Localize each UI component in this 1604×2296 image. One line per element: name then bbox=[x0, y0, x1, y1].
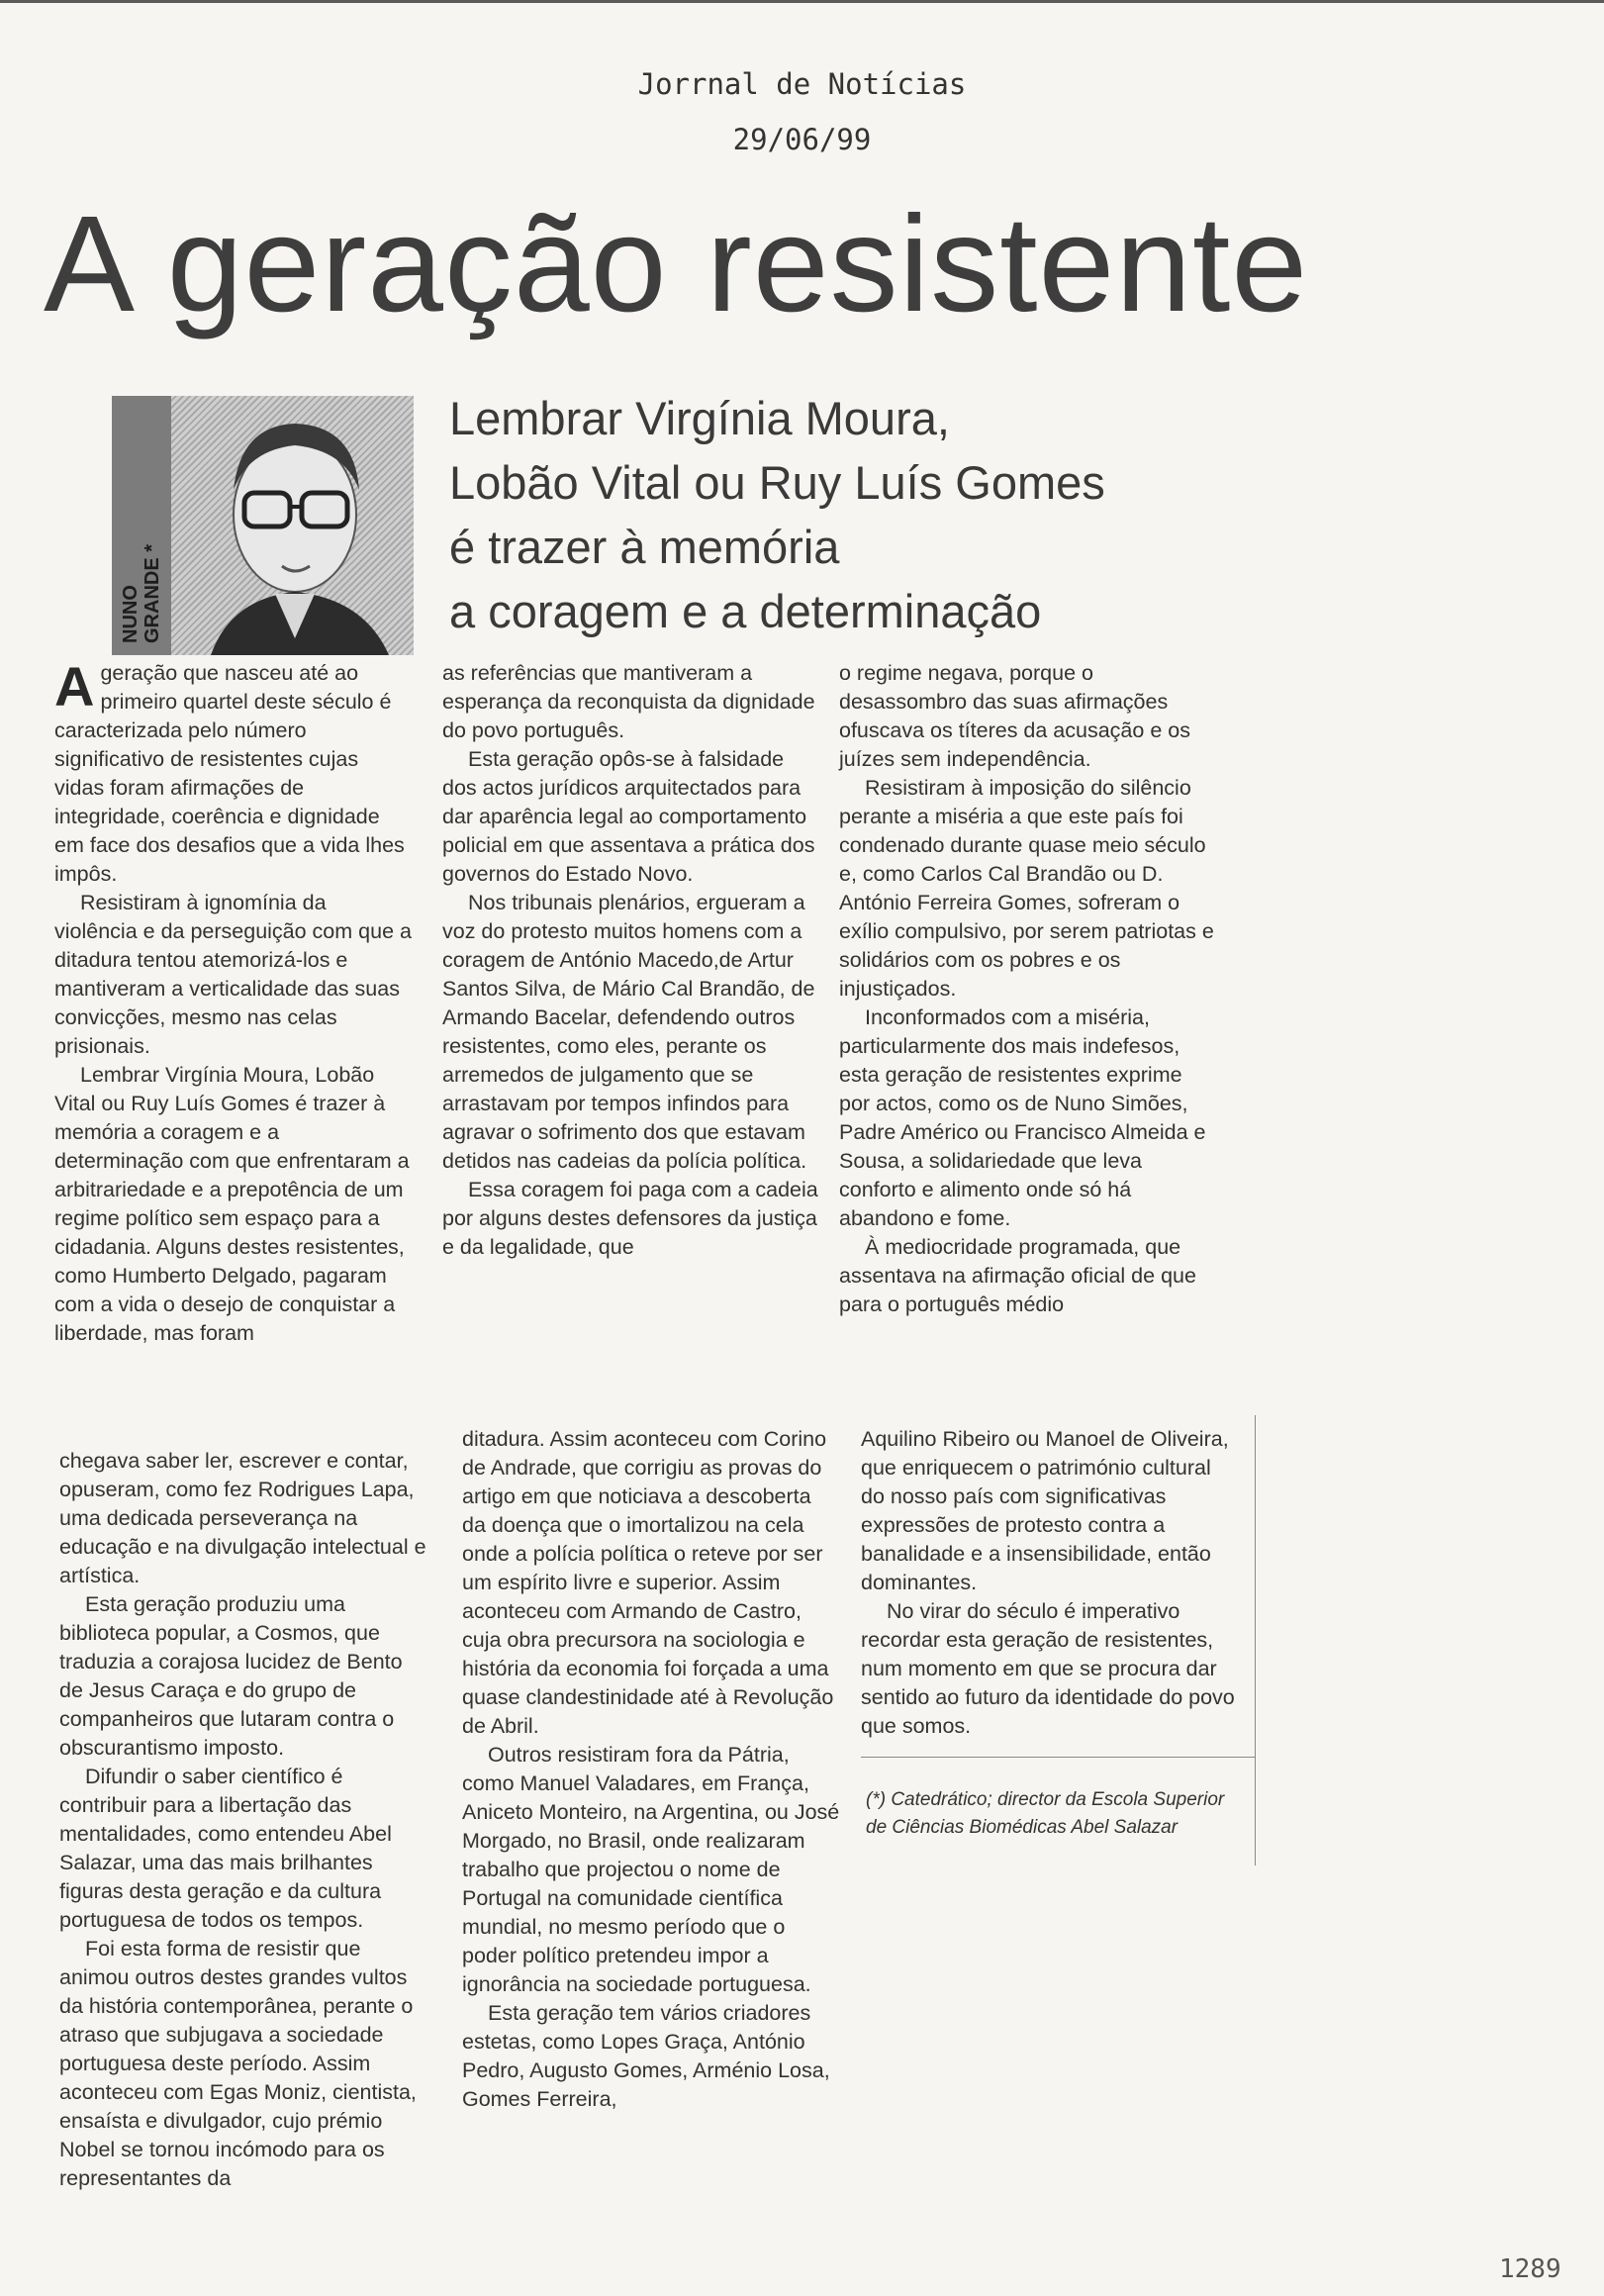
paragraph-continuation: Aquilino Ribeiro ou Manoel de Oliveira, que enriquecem o património cultural do nosso país com significativas expressões de protesto contra a banalidade e a insensibilidade, então dominantes. bbox=[861, 1427, 1229, 1594]
paragraph-continuation: ditadura. Assim aconteceu com Corino de Andrade, que corrigiu as provas do artigo em que noticiava a descoberta da doença que o imortalizou na cela onde a polícia política o reteve por ser um espírito livre e superior. Assim aconteceu com Armando de Castro, cuja obra precursora na sociologia e história da economia foi forçada a uma quase clandestinidade até à Revolução de Abril. bbox=[462, 1427, 834, 1738]
column-divider bbox=[1255, 1415, 1256, 1866]
lead-paragraph bbox=[54, 655, 413, 889]
article-deck bbox=[449, 386, 1201, 643]
paragraph-continuation: as referências que mantiveram a esperança da reconquista da dignidade do povo português. bbox=[442, 661, 815, 742]
author-photo bbox=[112, 396, 414, 655]
drop-cap: A bbox=[54, 655, 95, 718]
footnote-divider bbox=[861, 1757, 1255, 1758]
photo-credit-author: NUNO GRANDE * bbox=[120, 543, 163, 643]
page-number: 1289 bbox=[1499, 2254, 1561, 2284]
publication-name: Jorrnal de Notícias bbox=[637, 67, 967, 101]
publication-date: 29/06/99 bbox=[732, 123, 872, 156]
paragraph-continuation: chegava saber ler, escrever e contar, opuseram, como fez Rodrigues Lapa, uma dedicada perseverança na educação e na divulgação intelectual e artística. bbox=[59, 1449, 426, 1587]
article-column-2 bbox=[442, 659, 818, 1262]
paragraph: Resistiram à imposição do silêncio perante a miséria a que este país foi condenado durante quase meio século e, como Carlos Cal Brandão ou D. António Ferreira Gomes, sofreram o exílio compulsivo, por serem patriotas e solidários com os pobres e os injustiçados. bbox=[839, 776, 1214, 1001]
paragraph: Lembrar Virgínia Moura, Lobão Vital ou Ruy Luís Gomes é trazer à memória a coragem e a determinação com que enfrentaram a arbitrariedade e a prepotência de um regime político sem espaço para a cidadania. Alguns destes resistentes, como Humberto Delgado, pagaram com a vida o desejo de conquistar a liberdade, mas foram bbox=[54, 1063, 410, 1345]
deck-line: Lobão Vital ou Ruy Luís Gomes bbox=[449, 456, 1105, 509]
author-footnote: (*) Catedrático; director da Escola Superior de Ciências Biomédicas Abel Salazar bbox=[866, 1789, 1225, 1838]
deck-line: é trazer à memória bbox=[449, 521, 840, 573]
paragraph: Foi esta forma de resistir que animou outros destes grandes vultos da história contemporânea, perante o atraso que subjugava a sociedade portuguesa deste período. Assim aconteceu com Egas Moniz, cientista, ensaísta e divulgador, cujo prémio Nobel se tornou incómodo para os representantes da bbox=[59, 1937, 417, 2190]
author-portrait-image bbox=[171, 396, 414, 655]
paragraph: Resistiram à ignomínia da violência e da perseguição com que a ditadura tentou atemorizá-los e mantiveram a verticalidade das suas convicções, mesmo nas celas prisionais. bbox=[54, 891, 412, 1058]
paragraph-continuation: o regime negava, porque o desassombro das suas afirmações ofuscava os títeres da acusação e os juízes sem independência. bbox=[839, 661, 1190, 771]
paragraph: Outros resistiram fora da Pátria, como Manuel Valadares, em França, Aniceto Monteiro, na Argentina, ou José Morgado, no Brasil, onde realizaram trabalho que projectou o nome de Portugal na comunidade científica mundial, no mesmo período que o poder político pretendeu impor a ignorância na sociedade portuguesa. bbox=[462, 1743, 840, 1996]
paragraph: Esta geração opôs-se à falsidade dos actos jurídicos arquitectados para dar aparência legal ao comportamento policial em que assentava a prática dos governos do Estado Novo. bbox=[442, 747, 815, 886]
paragraph: Esta geração produziu uma biblioteca popular, a Cosmos, que traduzia a corajosa lucidez de Bento de Jesus Caraça e do grupo de companheiros que lutaram contra o obscurantismo imposto. bbox=[59, 1592, 403, 1760]
deck-line: Lembrar Virgínia Moura, bbox=[449, 392, 950, 444]
paragraph: À mediocridade programada, que assentava na afirmação oficial de que para o português médio bbox=[839, 1235, 1196, 1316]
paragraph: Essa coragem foi paga com a cadeia por alguns destes defensores da justiça e da legalidade, que bbox=[442, 1178, 818, 1259]
article-headline: A geração resistente bbox=[44, 188, 1309, 340]
paragraph: Inconformados com a miséria, particularmente dos mais indefesos, esta geração de resistentes exprime por actos, como os de Nuno Simões, Padre Américo ou Francisco Almeida e Sousa, a solidariedade que leva conforto e alimento onde só há abandono e fome. bbox=[839, 1005, 1206, 1230]
lead-text: geração que nasceu até ao primeiro quartel deste século é caracterizada pelo número significativo de resistentes cujas vidas foram afirmações de integridade, coerência e dignidade em face dos desafios que a vida lhes impôs. bbox=[54, 661, 405, 886]
deck-line: a coragem e a determinação bbox=[449, 585, 1042, 637]
article-column-3 bbox=[839, 659, 1217, 1319]
paragraph: No virar do século é imperativo recordar esta geração de resistentes, num momento em que se procura dar sentido ao futuro da identidade do povo que somos. bbox=[861, 1599, 1235, 1738]
paragraph: Esta geração tem vários criadores estetas, como Lopes Graça, António Pedro, Augusto Gomes, Arménio Losa, Gomes Ferreira, bbox=[462, 2001, 830, 2111]
article-column-1 bbox=[54, 655, 413, 1348]
article-column-4 bbox=[59, 1447, 430, 2193]
article-column-6 bbox=[861, 1425, 1237, 1741]
top-border-line bbox=[0, 0, 1604, 3]
paragraph: Nos tribunais plenários, ergueram a voz do protesto muitos homens com a coragem de António Macedo,de Artur Santos Silva, de Mário Cal Brandão, de Armando Bacelar, defendendo outros resistentes, como eles, perante os arremedos de julgamento que se arrastavam por tempos infindos para agravar o sofrimento dos que estavam detidos nas cadeias da polícia política. bbox=[442, 891, 815, 1173]
paragraph: Difundir o saber científico é contribuir para a libertação das mentalidades, como entendeu Abel Salazar, uma das mais brilhantes figuras desta geração e da cultura portuguesa de todos os tempos. bbox=[59, 1765, 392, 1932]
article-column-5 bbox=[462, 1425, 840, 2114]
